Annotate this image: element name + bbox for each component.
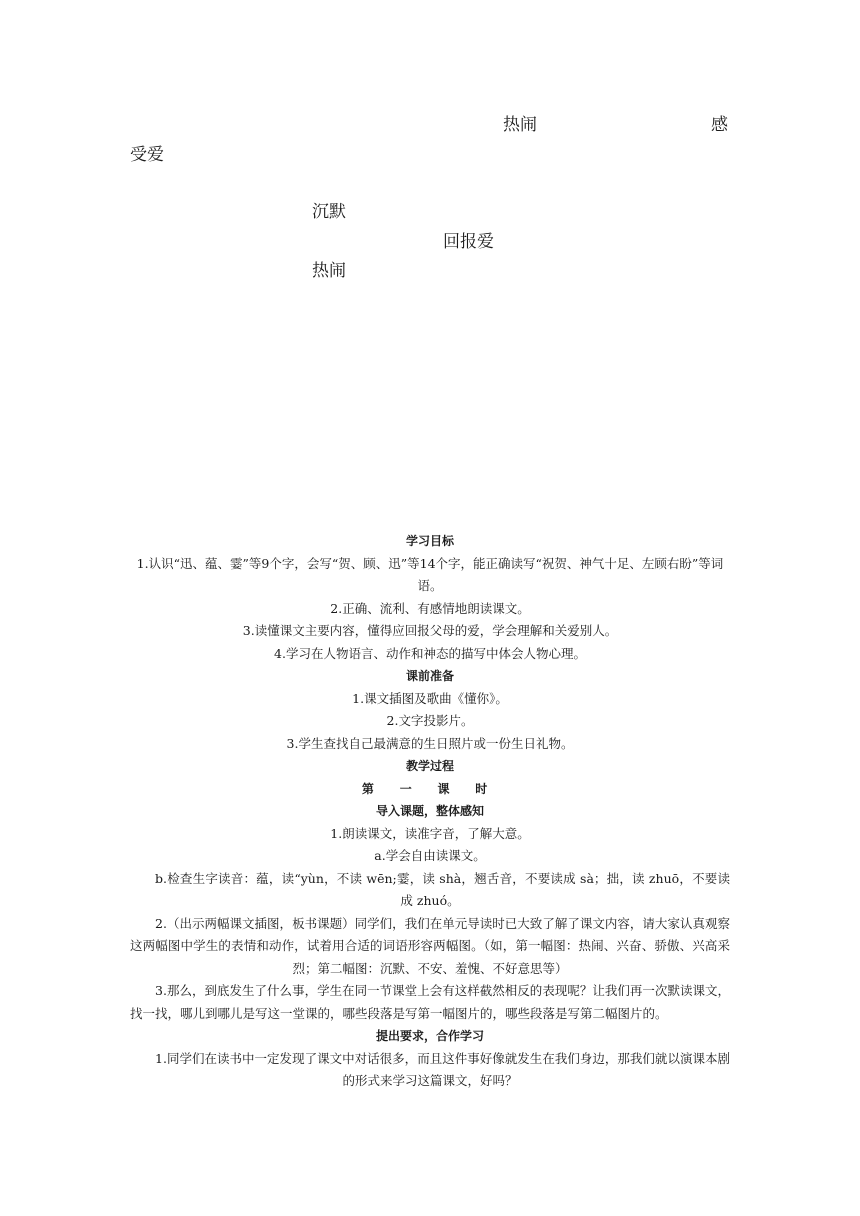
part1-item: 2.（出示两幅课文插图，板书课题）同学们，我们在单元导读时已大致了解了课文内容，请大家认真观察这两幅图中学生的表情和动作，试着用合适的词语形容两幅图。（如，第一幅图：热闹、兴奋、骄傲、兴高采烈；第二幅图：沉默、不安、羞愧、不好意思等） [130, 915, 730, 976]
section-title-process: 教学过程 [405, 759, 454, 773]
part-title-2: 提出要求，合作学习 [375, 1029, 484, 1043]
part1-item: 1.朗读课文，读准字音，了解大意。 [330, 825, 530, 841]
diagram-word-gan: 感 [711, 115, 728, 135]
section-title-prep: 课前准备 [405, 669, 454, 683]
part1-item: b.检查生字读音：蕴，读“yùn，不读 wēn;霎，读 shà，翘舌音，不要读成 sà；拙，读 zhuō，不要读成 zhuó。 [155, 870, 730, 908]
prep-item: 1.课文插图及歌曲《懂你》。 [352, 690, 508, 706]
diagram-word-huibaoai: 回报爱 [443, 232, 494, 252]
goal-item: 4.学习在人物语言、动作和神态的描写中体会人物心理。 [274, 645, 586, 661]
part2-item: 1.同学们在读书中一定发现了课文中对话很多，而且这件事好像就发生在我们身边，那我们就以演课本剧的形式来学习这篇课文，好吗？ [155, 1050, 730, 1088]
part1-item: 3.那么，到底发生了什么事，学生在同一节课堂上会有这样截然相反的表现呢？让我们再一次默读课文，找一找，哪儿到哪儿是写这一堂课的，哪些段落是写第一幅图片的，哪些段落是写第二幅图片的。 [130, 983, 730, 1021]
prep-item: 3.学生查找自己最满意的生日照片或一份生日礼物。 [286, 735, 574, 751]
diagram-word-chenmo: 沉默 [312, 202, 346, 222]
diagram-word-shouai: 受爱 [130, 145, 164, 165]
lesson-title: 第 一 课 时 [361, 781, 499, 796]
part1-item: a.学会自由读课文。 [374, 848, 486, 863]
prep-item: 2.文字投影片。 [386, 713, 474, 728]
diagram-word-renao-top: 热闹 [503, 115, 537, 135]
goal-item: 3.读懂课文主要内容，懂得应回报父母的爱，学会理解和关爱别人。 [242, 623, 618, 638]
goal-item: 2.正确、流利、有感情地朗读课文。 [330, 600, 530, 616]
diagram-word-renao-bottom: 热闹 [312, 261, 346, 281]
lesson-plan [130, 530, 730, 1093]
part-title-1: 导入课题，整体感知 [375, 804, 484, 818]
section-title-goals: 学习目标 [405, 534, 454, 548]
goal-item: 1.认识“迅、蕴、霎”等9个字，会写“贺、顾、迅”等14个字，能正确读写“祝贺、神气十足、左顾右盼”等词语。 [136, 555, 724, 593]
